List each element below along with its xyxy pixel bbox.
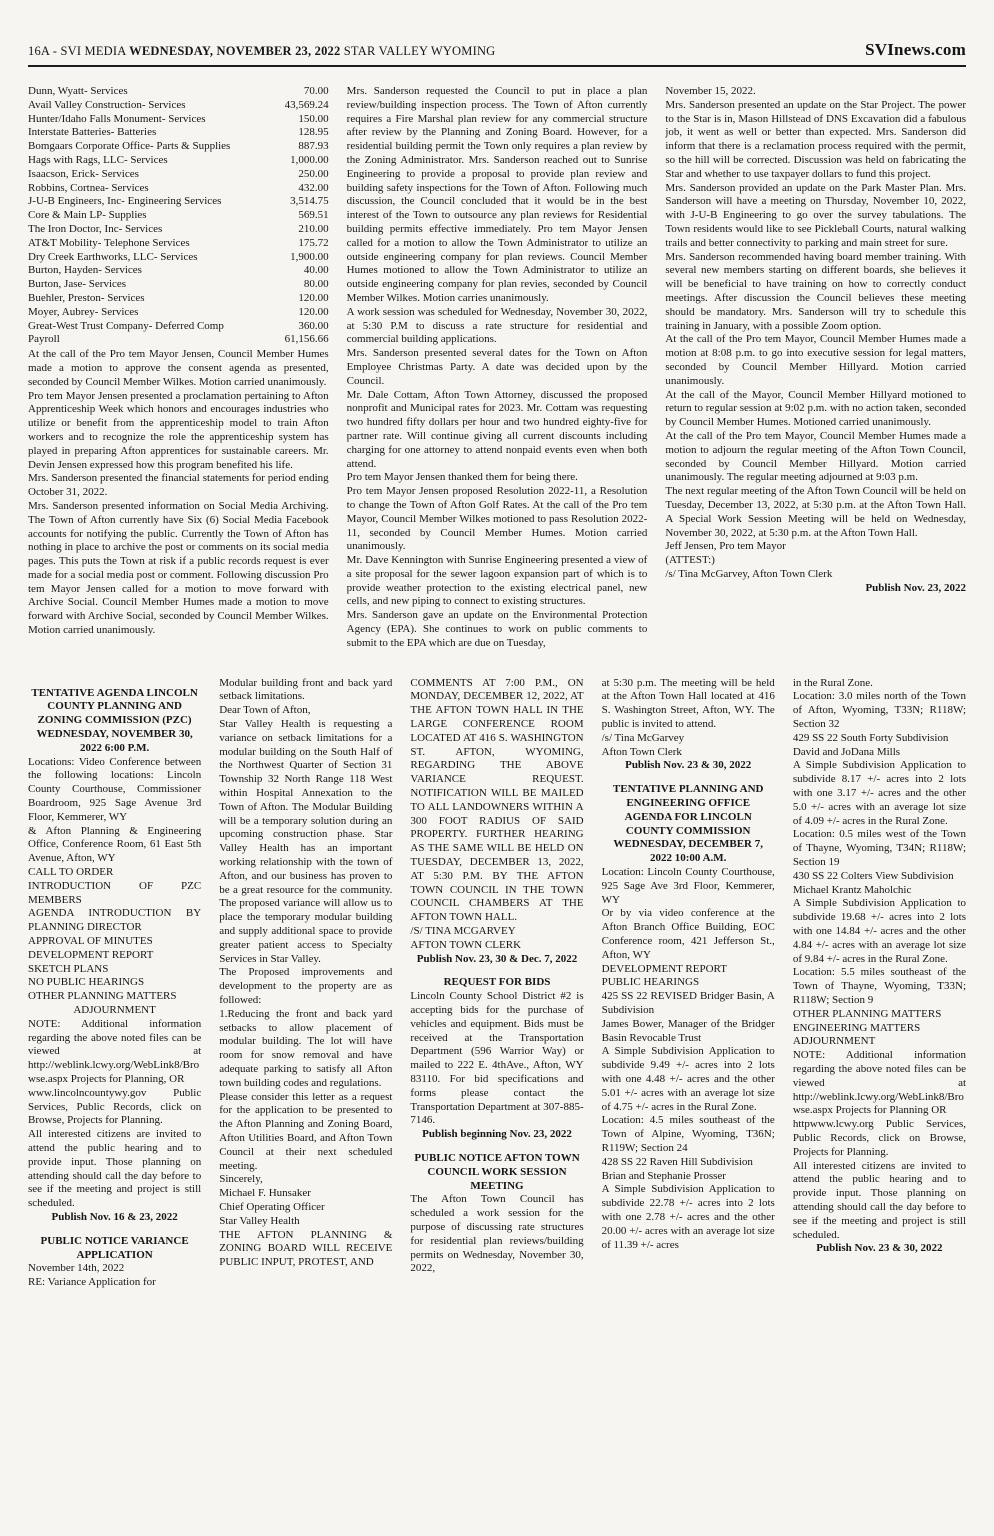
text-block: Mrs. Sanderson presented several dates for the Town on Afton Employee Christmas Party. A date was decided upon by the Council. <box>346 347 648 387</box>
ledger-row <box>28 113 329 127</box>
text-block: AGENDA INTRODUCTION BY PLANNING DIRECTOR <box>28 907 202 934</box>
ledger-row <box>28 209 329 223</box>
notices-column-4 <box>602 677 775 1290</box>
payment-amount: 128.95 <box>298 126 329 139</box>
text-block: TENTATIVE AGENDA LINCOLN COUNTY PLANNING AND ZONING COMMISSION (PZC) WEDNESDAY, NOVEMBER 30, 2022 6:00 P.M. <box>31 686 198 754</box>
text-block: A Simple Subdivision Application to subdivide 9.49 +/- acres into 2 lots with one 4.48 +/- acres and the other 5.01 +/- acres with an average lot size of 4.75 +/- acres in the Rural Zone. <box>601 1045 775 1113</box>
text-block: November 15, 2022. <box>665 85 756 97</box>
ledger-row <box>28 320 329 334</box>
text-block: 1.Reducing the front and back yard setbacks to allow placement of modular building. The lot will have room for snow removal and have adequate parking to satisfy all Afton town building codes and regulations. <box>219 1007 393 1089</box>
text-block: Mrs. Sanderson requested the Council to put in place a plan review/building inspection process. The Town of Afton currently requires a Fire Marshal plan review for any commercial structure after review by the Planning and Zoning Board. However, for a residential building permit the Town only requires a plan review by the Zoning Administrator. Mrs. Sanderson reached out to Sunrise Engineering to provide a proposal to provide plan review and building safety inspections for the Town of Afton. Following much discussion, the Council concluded that it would be in the best interest of the Town to outsource any plan reviews for Residential building permits effective immediately. Pro tem Mayor Jensen called for a motion to allow the Town Administrator to utilize an outside engineering company for plan reviews. Council Member Humes motioned to allow the Town Administrator to utilize an outside engineering company for plan revies, seconded by Council Member Wilkes. Motion carries unanimously. <box>346 85 648 304</box>
text-block: (ATTEST:) <box>665 554 715 567</box>
ledger-row <box>28 182 329 196</box>
text-block: ADJOURNMENT <box>792 1035 876 1048</box>
text-block: RE: Variance Application for <box>28 1276 156 1289</box>
text-block: & Afton Planning & Engineering Office, Conference Room, 61 East 5th Avenue, Afton, WY <box>28 824 202 865</box>
text-block: /s/ Tina McGarvey <box>601 731 685 744</box>
payment-amount: 432.00 <box>298 181 329 194</box>
payment-amount: 887.93 <box>298 140 329 153</box>
text-block: Dear Town of Afton, <box>219 704 311 717</box>
minutes-col1-text <box>28 348 329 638</box>
text-block: Mrs. Sanderson recommended having board member training. With several new members starting on different boards, she believes it will be beneficial to have training on how to correctly conduct meetings. After discussion the Council believes these meeting should be mandatory. Mrs. Sanderson will try to schedule this training in January, with a possible Zoom option. <box>665 250 967 332</box>
payee-name: Moyer, Aubrey- Services <box>28 305 139 318</box>
text-block: David and JoDana Mills <box>792 745 901 758</box>
payment-amount: 150.00 <box>298 112 329 125</box>
payment-amount: 175.72 <box>298 236 329 249</box>
text-block: Mrs. Sanderson presented the financial statements for period ending October 31, 2022. <box>28 472 329 499</box>
payment-amount: 3,514.75 <box>290 195 329 208</box>
ledger-row <box>28 154 329 168</box>
text-block: The next regular meeting of the Afton Town Council will be held on Tuesday, December 13, 2022, at 5:30 p.m. at the Afton Town Hall. A Special Work Session Meeting will be held on Wednesday, November 30, 2022, at 5:30 p.m. at the Afton Town Hall. <box>665 485 967 539</box>
text-block: Location: 4.5 miles southeast of the Town of Alpine, Wyoming, T36N; R119W; Section 24 <box>601 1114 775 1154</box>
ledger-row <box>28 126 329 140</box>
text-block: Brian and Stephanie Prosser <box>601 1169 726 1182</box>
notices-column-1 <box>28 677 201 1290</box>
text-block: PUBLIC HEARINGS <box>601 976 700 989</box>
text-block: Location: 5.5 miles southeast of the Town of Thayne, Wyoming, T33N; R118W; Section 9 <box>792 966 967 1006</box>
text-block: All interested citizens are invited to attend the public hearing and to provide input. Those planning on attending should call the day before to see if the meeting and project is still scheduled. <box>28 1128 202 1210</box>
text-block: Publish Nov. 23, 2022 <box>865 581 967 594</box>
ledger-row <box>28 99 329 113</box>
payee-name: Hunter/Idaho Falls Monument- Services <box>28 112 206 125</box>
payment-amount: 120.00 <box>298 291 329 304</box>
text-block: Publish Nov. 16 & 23, 2022 <box>51 1210 178 1223</box>
ledger-row <box>28 223 329 237</box>
text-block: www.lincolncountywy.gov Public Services, Public Records, click on Browse, Projects for Planning. <box>28 1086 202 1127</box>
payment-amount: 70.00 <box>303 85 329 97</box>
payee-name: Great-West Trust Company- Deferred Comp <box>28 319 224 332</box>
text-block: A Simple Subdivision Application to subdivide 22.78 +/- acres into 2 lots with one 2.78 +/- acres and the other 20.00 +/- acres with an average lot size of 11.39 +/- acres <box>601 1183 775 1251</box>
payment-amount: 569.51 <box>298 209 329 222</box>
ledger-row <box>28 251 329 265</box>
text-block: AFTON TOWN CLERK <box>410 938 522 951</box>
ledger-row <box>28 264 329 278</box>
text-block: Publish Nov. 23, 30 & Dec. 7, 2022 <box>416 952 578 965</box>
text-block: 425 SS 22 REVISED Bridger Basin, A Subdivision <box>601 990 775 1016</box>
ledger-row <box>28 168 329 182</box>
payee-name: The Iron Doctor, Inc- Services <box>28 222 163 235</box>
ledger-row <box>28 306 329 320</box>
text-block: Mr. Dave Kennington with Sunrise Engineering presented a view of a site proposal for the sewer lagoon expansion part of which is to provide weather protection to the existing electrical panel, new cells, and new piping to connect to existing structures. <box>346 554 648 608</box>
payment-amount: 43,569.24 <box>284 98 329 111</box>
payee-name: J-U-B Engineers, Inc- Engineering Services <box>28 195 222 208</box>
payment-amount: 360.00 <box>298 319 329 332</box>
notices-column-5 <box>793 677 966 1290</box>
text-block: 428 SS 22 Raven Hill Subdivision <box>601 1155 753 1168</box>
text-block: Sincerely, <box>219 1173 263 1186</box>
text-block: The Proposed improvements and development to the property are as followed: <box>219 966 393 1006</box>
text-block: Star Valley Health <box>219 1214 300 1227</box>
text-block: NO PUBLIC HEARINGS <box>28 976 145 989</box>
text-block: ENGINEERING MATTERS <box>792 1021 921 1034</box>
payment-amount: 61,156.66 <box>284 333 329 346</box>
text-block: DEVELOPMENT REPORT <box>28 948 154 961</box>
text-block: Publish Nov. 23 & 30, 2022 <box>625 759 752 772</box>
public-notices-section <box>28 677 966 1290</box>
ledger-row <box>28 278 329 292</box>
text-block: Afton Town Clerk <box>601 745 682 758</box>
payee-name: Burton, Jase- Services <box>28 278 127 291</box>
text-block: THE AFTON PLANNING & ZONING BOARD WILL RECEIVE PUBLIC INPUT, PROTEST, AND <box>219 1228 393 1269</box>
ledger-row <box>28 292 329 306</box>
text-block: PUBLIC NOTICE AFTON TOWN COUNCIL WORK SESSION MEETING <box>414 1151 580 1192</box>
payee-name: Robbins, Cortnea- Services <box>28 181 149 194</box>
payment-amount: 1,000.00 <box>290 153 329 166</box>
text-block: PUBLIC NOTICE VARIANCE APPLICATION <box>40 1234 189 1261</box>
text-block: 429 SS 22 South Forty Subdivision <box>792 731 949 744</box>
site-name: SVInews.com <box>865 40 966 59</box>
payment-amount: 120.00 <box>298 305 329 318</box>
page-header <box>28 40 966 60</box>
text-block: COMMENTS AT 7:00 P.M., ON MONDAY, DECEMBER 12, 2022, AT THE AFTON TOWN HALL IN THE LARGE CONFERENCE ROOM LOCATED AT 416 S. WASHINGTON ST. AFTON, WYOMING, REGARDING THE ABOVE VARIANCE REQUEST. NOTIFICATION WILL BE MAILED TO ALL LANDOWNERS WITHIN A 300 FOOT RADIUS OF SAID PROPERTY. FURTHER HEARING AS THE SAME WILL BE HELD ON TUESDAY, DECEMBER 13, 2022, AT 5:30 P.M. BY THE AFTON TOWN COUNCIL IN THE TOWN COUNCIL CHAMBERS AT THE AFTON TOWN HALL. <box>410 676 584 924</box>
council-minutes-section <box>28 85 966 651</box>
payment-amount: 40.00 <box>303 264 329 277</box>
payee-name: Bomgaars Corporate Office- Parts & Supplies <box>28 140 231 153</box>
notices-column-2 <box>219 677 392 1290</box>
text-block: Mrs. Sanderson presented an update on the Star Project. The power to the Star is in, Mason Hillstead of DNS Excavation did a fabulous job, it went as well or better than expected. Mrs. Sanderson did inform that there is a reclamation process required with the permit, so the hill will be corrected. Discussion was held on fabricating the Star and whether to use taxpayer dollars to fund this project. <box>665 98 967 180</box>
text-block: Location: 3.0 miles north of the Town of Afton, Wyoming, T33N; R118W; Section 32 <box>792 690 967 731</box>
payee-name: Burton, Hayden- Services <box>28 264 142 277</box>
payee-name: AT&T Mobility- Telephone Services <box>28 236 190 249</box>
payee-name: Core & Main LP- Supplies <box>28 209 147 222</box>
text-block: All interested citizens are invited to attend the public hearing and to provide input. Those planning on attending should call the day before to see if the meeting and project is still scheduled. <box>792 1159 967 1241</box>
text-block: INTRODUCTION OF PZC MEMBERS <box>28 879 202 906</box>
text-block: OTHER PLANNING MATTERS <box>792 1007 942 1020</box>
payment-amount: 1,900.00 <box>290 250 329 263</box>
text-block: Pro tem Mayor Jensen presented a proclamation pertaining to Afton Apprenticeship Week which honors and encourages industries who utilize or benefit from the apprenticeship model to train Afton workers and to recognize the role the apprenticeship system has played in preparing Afton apprentices for sustainable careers. Mr. Devin Jensen expressed how this program benefited his life. <box>28 389 329 471</box>
text-block: 430 SS 22 Colters View Subdivision <box>792 869 954 882</box>
ledger-row <box>28 237 329 251</box>
text-block: httpwww.lcwy.org Public Services, Public Records, click on Browse, Projects for Planning. <box>792 1118 967 1158</box>
payee-name: Dunn, Wyatt- Services <box>28 85 128 97</box>
text-block: Lincoln County School District #2 is accepting bids for the purchase of vehicles and equipment. Bids must be received at the Transportation Department (596 Warrior Way) or mailed to 222 E. 4thAve., Afton, WY 83110. For bid specifications and forms please contact the Transportation Department at 307-885-7146. <box>410 990 584 1127</box>
text-block: OTHER PLANNING MATTERS <box>28 990 177 1003</box>
minutes-column-3 <box>665 85 966 651</box>
text-block: SKETCH PLANS <box>28 962 109 975</box>
text-block: Jeff Jensen, Pro tem Mayor <box>665 540 786 553</box>
text-block: Location: Lincoln County Courthouse, 925 Sage Ave 3rd Floor, Kemmerer, WY <box>601 866 775 906</box>
text-block: NOTE: Additional information regarding the above noted files can be viewed at http://weblink.lcwy.org/WebLink8/Browse.aspx Projects for Planning OR <box>792 1049 967 1117</box>
text-block: At the call of the Mayor, Council Member Hillyard motioned to return to regular session at 9:02 p.m. with no action taken, seconded by Council Member Humes. Motioned carried unanimously. <box>665 388 967 429</box>
payee-name: Avail Valley Construction- Services <box>28 98 186 111</box>
text-block: A work session was scheduled for Wednesday, November 30, 2022, at 5:30 P.M to discuss a rate structure for residential and commercial building applications. <box>346 305 648 346</box>
text-block: /s/ Tina McGarvey, Afton Town Clerk <box>665 567 833 580</box>
text-block: November 14th, 2022 <box>28 1262 125 1275</box>
text-block: APPROVAL OF MINUTES <box>28 935 153 948</box>
text-block: Publish beginning Nov. 23, 2022 <box>422 1128 572 1141</box>
text-block: James Bower, Manager of the Bridger Basin Revocable Trust <box>601 1017 775 1044</box>
text-block: A Simple Subdivision Application to subdivide 19.68 +/- acres into 2 lots with one 14.84 +/- acres and the other 4.84 +/- acres with an average lot size of 9.84 +/- acres in the Rural Zone. <box>792 897 967 965</box>
text-block: The Afton Town Council has scheduled a work session for the purpose of discussing rate structures for residential plan reviews/building permits on Wednesday, November 30, 2022, <box>410 1193 584 1275</box>
payment-amount: 80.00 <box>303 278 329 291</box>
text-block: Modular building front and back yard setback limitations. <box>219 676 393 703</box>
payee-name: Payroll <box>28 333 60 346</box>
text-block: A Simple Subdivision Application to subdivide 8.17 +/- acres into 2 lots with one 3.17 +/- acres and the other 5.0 +/- acres with an average lot size of 4.09 +/- acres in the Rural Zone. <box>792 759 967 827</box>
text-block: /S/ TINA MCGARVEY <box>410 925 516 938</box>
header-rule <box>28 65 966 67</box>
text-block: Mrs. Sanderson gave an update on the Environmental Protection Agency (EPA). She continues to work on public comments to submit to the EPA which are due on Tuesday, <box>346 609 648 649</box>
text-block: CALL TO ORDER <box>28 866 114 879</box>
text-block: Pro tem Mayor Jensen proposed Resolution 2022-11, a Resolution to change the Town of Afton Golf Rates. At the call of the Pro tem Mayor, Council Member Wilkes motioned to pass Resolution 2022-11, seconded by Council Member Humes. Motion carried unanimously. <box>346 485 648 553</box>
header-section-label: 16A - SVI MEDIA <box>28 44 126 58</box>
text-block: At the call of the Pro tem Mayor Jensen, Council Member Humes made a motion to approve the consent agenda as presented, seconded by Council Member Wilkes. Motion carried unanimously. <box>28 348 329 388</box>
text-block: in the Rural Zone. <box>792 676 873 689</box>
payee-name: Dry Creek Earthworks, LLC- Services <box>28 250 198 263</box>
text-block: NOTE: Additional information regarding the above noted files can be viewed at http://weblink.lcwy.org/WebLink8/Browse.aspx Projects for Planning, OR <box>28 1017 202 1085</box>
notices-column-3 <box>410 677 583 1290</box>
payee-name: Interstate Batteries- Batteries <box>28 126 157 139</box>
text-block: Star Valley Health is requesting a variance on setback limitations for a modular building on the South Half of the Northwest Quarter of Section 31 Township 32 North Range 118 West within Hospital Annexation to the Town of Afton. The Modular Building will be a temporary solution during an upcoming construction phase. Star Valley Health has an important working relationship with the town of Afton, and our business has proven to be a great resource for the community. The proposed variance will allow us to place the temporary modular building and supply additional space to provide greater patient access to Specialty Services in Star Valley. <box>219 718 393 965</box>
text-block: Mrs. Sanderson presented information on Social Media Archiving. The Town of Afton currently have Six (6) Social Media Facebook accounts for notifying the public. Currently the Town of Afton has nothing in place to archive the post or comments on its social media pages. This puts the Town at risk if a public records request is ever made for a social media post or comment. Following discussion Pro tem Mayor Jensen called for a motion to move forward with Archive Social. Council Member Humes made a motion to move forward with Archive Social, seconded by Council Member Wilkes. Motion carried unanimously. <box>28 499 329 637</box>
text-block: Mrs. Sanderson provided an update on the Park Master Plan. Mrs. Sanderson will have a meeting on Thursday, November 10, 2022, with J-U-B Engineering to go over the survey tabulations. The Town residents would like to see Pickleball Courts, natural walking trails and better connectivity to parking and main street for sure. <box>665 181 967 249</box>
text-block: Or by via video conference at the Afton Branch Office Building, EOC Conference room, 421 Jefferson St., Afton, WY <box>601 907 775 961</box>
accounts-payable-list <box>28 85 329 347</box>
text-block: Pro tem Mayor Jensen thanked them for being there. <box>346 471 578 484</box>
text-block: Chief Operating Officer <box>219 1200 325 1213</box>
text-block: At the call of the Pro tem Mayor, Council Member Humes made a motion at 8:08 p.m. to go into executive session for legal matters, seconded by Council Member Hillyard. Motion carried unanimously. <box>665 333 967 387</box>
text-block: At the call of the Pro tem Mayor, Council Member Humes made a motion to adjourn the regular meeting of the Afton Town Council, seconded by Council Member Hillyard. Motion carried unanimously. The regular meeting adjourned at 9:03 p.m. <box>665 429 967 484</box>
text-block: Please consider this letter as a request for the application to be presented to the Afton Planning and Zoning Board, Afton Utilities Board, and Afton Town Council at their next scheduled meeting. <box>219 1090 393 1172</box>
minutes-column-1 <box>28 85 329 651</box>
text-block: TENTATIVE PLANNING AND ENGINEERING OFFICE AGENDA FOR LINCOLN COUNTY COMMISSION WEDNESDAY, DECEMBER 7, 2022 10:00 A.M. <box>612 783 764 865</box>
text-block: Mr. Dale Cottam, Afton Town Attorney, discussed the proposed nonprofit and Municipal rates for 2023. Mr. Cottam was requesting two hundred fifty dollars per hour and two hundred eighty-five for partner rate. Will continue giving all current discounts including charging for one attorney to attend nonpaid events even when both attend. <box>346 388 648 470</box>
payee-name: Buehler, Preston- Services <box>28 291 145 304</box>
payee-name: Isaacson, Erick- Services <box>28 167 139 180</box>
text-block: Michael F. Hunsaker <box>219 1187 311 1200</box>
ledger-row <box>28 140 329 154</box>
text-block: Publish Nov. 23 & 30, 2022 <box>816 1242 943 1255</box>
text-block: DEVELOPMENT REPORT <box>601 962 727 975</box>
text-block: Location: 0.5 miles west of the Town of Thayne, Wyoming, T34N; R118W; Section 19 <box>792 828 967 869</box>
header-region: STAR VALLEY WYOMING <box>343 44 496 58</box>
payment-amount: 250.00 <box>298 167 329 180</box>
text-block: at 5:30 p.m. The meeting will be held at the Afton Town Hall located at 416 S. Washington Street, Afton, WY. The public is invited to attend. <box>601 676 775 731</box>
text-block: Locations: Video Conference between the following locations: Lincoln County Courthouse, Commissioner Boardroom, 925 Sage Avenue 3rd Floor, Kemmerer, WY <box>28 755 202 823</box>
ledger-row <box>28 333 329 347</box>
payee-name: Hags with Rags, LLC- Services <box>28 153 168 166</box>
text-block: REQUEST FOR BIDS <box>443 976 551 989</box>
minutes-column-2 <box>347 85 648 651</box>
header-date: WEDNESDAY, NOVEMBER 23, 2022 <box>129 44 341 58</box>
payment-amount: 210.00 <box>298 222 329 235</box>
text-block: Michael Krantz Maholchic <box>792 883 912 896</box>
ledger-row <box>28 85 329 99</box>
header-folio <box>28 44 495 59</box>
ledger-row <box>28 195 329 209</box>
text-block: ADJOURNMENT <box>73 1004 156 1016</box>
